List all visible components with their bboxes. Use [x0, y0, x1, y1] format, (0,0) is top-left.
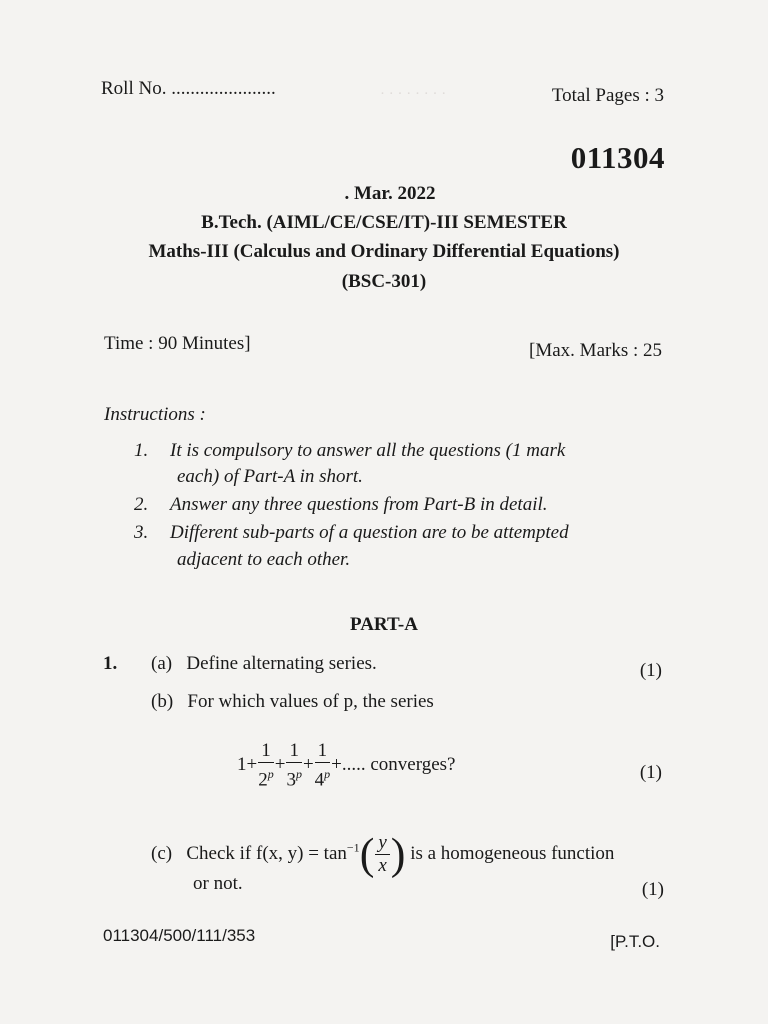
sub-question-label: (a) [151, 653, 173, 674]
instruction-text: Different sub-parts of a question are to be attempted [170, 522, 569, 543]
question-1a [151, 653, 377, 675]
instruction-text-continued: adjacent to each other. [177, 549, 351, 570]
instruction-text-continued: each) of Part-A in short. [177, 466, 363, 487]
roll-number-field: Roll No. ...................... [101, 78, 276, 99]
sub-question-label: (c) [151, 842, 173, 864]
exam-session: . Mar. 2022 [344, 183, 436, 204]
instruction-text: It is compulsory to answer all the questions (1 mark [170, 440, 566, 461]
instruction-number: 2. [134, 494, 149, 515]
total-pages: Total Pages : 3 [551, 85, 664, 106]
sub-question-text: Define alternating series. [186, 653, 377, 674]
footer-code: 011304/500/111/353 [103, 926, 256, 945]
question-1c-continued: or not. [193, 873, 243, 894]
subject-code: (BSC-301) [341, 271, 427, 292]
sub-question-text: Check if f(x, y) = tan [186, 842, 347, 864]
formula-term: 1+ [237, 754, 258, 776]
bleed-through-text: · · · · · · · · [380, 86, 447, 102]
footer-pto: [P.T.O. [610, 932, 660, 951]
instruction-number: 1. [134, 440, 149, 461]
question-number: 1. [103, 653, 118, 674]
fraction-term: $\frac{1}{3^p}$ [286, 740, 302, 791]
question-1c: (c) Check if f(x, $y) = \tan^{-1}$( $\frac{y}{x}$ ) is a homogeneous function [151, 829, 615, 879]
question-1b [151, 691, 434, 713]
paper-code: 011304 [570, 140, 665, 175]
instruction-item [134, 522, 569, 544]
formula-tail: +..... converges? [331, 754, 456, 776]
instruction-item [134, 494, 548, 516]
instruction-item [134, 440, 565, 462]
max-marks: [Max. Marks : 25 [529, 340, 662, 361]
instruction-number: 3. [134, 522, 149, 543]
time-allowed: Time : 90 Minutes] [104, 333, 251, 354]
part-a-heading: PART-A [350, 614, 418, 635]
fraction-term: $\frac{y}{x}$ [375, 832, 389, 877]
fraction-term: $\frac{1}{2^p}$ [258, 740, 274, 791]
sub-question-text: For which values of p, the series [187, 691, 434, 712]
marks-1b: (1) [639, 762, 662, 783]
subject-title: Maths-III (Calculus and Ordinary Differential Equations) [148, 241, 620, 262]
marks-1a: (1) [639, 660, 662, 681]
instruction-text: Answer any three questions from Part-B in detail. [170, 494, 548, 515]
course-title: B.Tech. (AIML/CE/CSE/IT)-III SEMESTER [201, 212, 567, 233]
instructions-heading: Instructions : [104, 404, 206, 425]
series-formula: 1+ $\frac{1}{2^p}$ + $\frac{1}{3^p}$ + $\frac{1}{4^p}$ +..... converges? [237, 740, 456, 791]
marks-1c: (1) [641, 879, 664, 900]
sub-question-label: (b) [151, 691, 174, 712]
fraction-term: $\frac{1}{4^p}$ [314, 740, 331, 791]
sub-question-text-post: is a homogeneous function [410, 842, 615, 864]
